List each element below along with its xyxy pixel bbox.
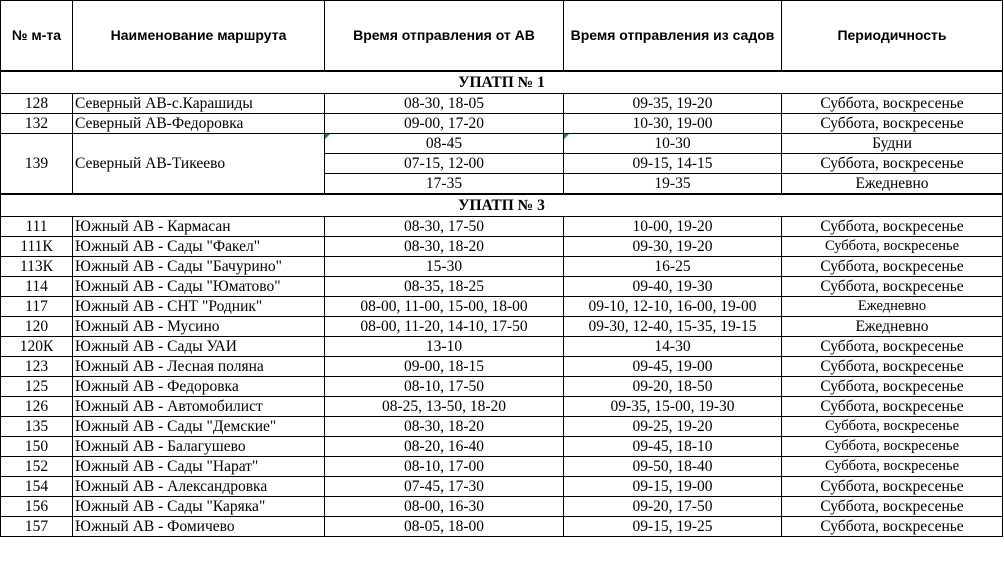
periodicity: Суббота, воскресенье xyxy=(782,257,1003,277)
departure-from-av: 08-00, 16-30 xyxy=(325,497,564,517)
departure-from-av: 08-10, 17-50 xyxy=(325,377,564,397)
departure-from-gardens: 16-25 xyxy=(564,257,782,277)
departure-from-gardens: 09-30, 12-40, 15-35, 19-15 xyxy=(564,317,782,337)
route-number: 152 xyxy=(1,457,73,477)
route-name: Южный АВ - Сады "Факел" xyxy=(73,237,325,257)
header-departure-from-av: Время отправления от АВ xyxy=(325,1,564,71)
departure-from-gardens: 09-15, 19-00 xyxy=(564,477,782,497)
route-number: 120К xyxy=(1,337,73,357)
periodicity: Ежедневно xyxy=(782,297,1003,317)
departure-from-gardens: 10-30, 19-00 xyxy=(564,114,782,134)
section-row xyxy=(1,71,1003,94)
route-name: Южный АВ - Сады "Юматово" xyxy=(73,277,325,297)
table-row xyxy=(1,114,1003,134)
departure-from-gardens: 09-15, 14-15 xyxy=(564,154,782,174)
departure-from-av: 15-30 xyxy=(325,257,564,277)
periodicity: Суббота, воскресенье xyxy=(782,94,1003,114)
table-row xyxy=(1,317,1003,337)
departure-from-av: 08-25, 13-50, 18-20 xyxy=(325,397,564,417)
departure-from-av: 08-30, 18-05 xyxy=(325,94,564,114)
departure-from-av: 08-05, 18-00 xyxy=(325,517,564,537)
table-row xyxy=(1,377,1003,397)
departure-from-av: 08-30, 18-20 xyxy=(325,417,564,437)
route-name: Южный АВ - Автомобилист xyxy=(73,397,325,417)
periodicity: Суббота, воскресенье xyxy=(782,417,1003,437)
route-name: Южный АВ - Александровка xyxy=(73,477,325,497)
route-number: 113К xyxy=(1,257,73,277)
header-route-name: Наименование маршрута xyxy=(73,1,325,71)
periodicity: Суббота, воскресенье xyxy=(782,114,1003,134)
departure-from-gardens: 09-45, 19-00 xyxy=(564,357,782,377)
route-name: Северный АВ-Федоровка xyxy=(73,114,325,134)
header-row xyxy=(1,1,1003,71)
route-name: Южный АВ - Сады "Каряка" xyxy=(73,497,325,517)
periodicity: Суббота, воскресенье xyxy=(782,217,1003,237)
departure-from-av: 13-10 xyxy=(325,337,564,357)
departure-from-gardens: 09-50, 18-40 xyxy=(564,457,782,477)
departure-from-av: 09-00, 17-20 xyxy=(325,114,564,134)
route-number: 154 xyxy=(1,477,73,497)
table-row xyxy=(1,134,1003,154)
route-name: Южный АВ - Федоровка xyxy=(73,377,325,397)
departure-from-gardens: 09-15, 19-25 xyxy=(564,517,782,537)
periodicity: Суббота, воскресенье xyxy=(782,437,1003,457)
departure-from-gardens: 09-30, 19-20 xyxy=(564,237,782,257)
table-row xyxy=(1,457,1003,477)
departure-from-av: 08-00, 11-20, 14-10, 17-50 xyxy=(325,317,564,337)
departure-from-av: 17-35 xyxy=(325,174,564,194)
periodicity: Суббота, воскресенье xyxy=(782,477,1003,497)
header-periodicity: Периодичность xyxy=(782,1,1003,71)
departure-from-gardens: 19-35 xyxy=(564,174,782,194)
table-row xyxy=(1,237,1003,257)
route-number: 114 xyxy=(1,277,73,297)
periodicity: Суббота, воскресенье xyxy=(782,517,1003,537)
periodicity: Суббота, воскресенье xyxy=(782,457,1003,477)
table-row xyxy=(1,257,1003,277)
route-number: 135 xyxy=(1,417,73,437)
route-name: Северный АВ-с.Карашиды xyxy=(73,94,325,114)
table-row xyxy=(1,437,1003,457)
table-row xyxy=(1,94,1003,114)
route-number: 156 xyxy=(1,497,73,517)
route-number: 128 xyxy=(1,94,73,114)
departure-from-gardens: 09-20, 18-50 xyxy=(564,377,782,397)
periodicity: Суббота, воскресенье xyxy=(782,497,1003,517)
route-number: 126 xyxy=(1,397,73,417)
route-name: Южный АВ - Сады "Нарат" xyxy=(73,457,325,477)
departure-from-gardens: 09-35, 19-20 xyxy=(564,94,782,114)
table-row xyxy=(1,517,1003,537)
route-number: 111 xyxy=(1,217,73,237)
table-row xyxy=(1,297,1003,317)
route-number: 120 xyxy=(1,317,73,337)
table-row xyxy=(1,217,1003,237)
departure-from-av: 07-45, 17-30 xyxy=(325,477,564,497)
departure-from-av: 09-00, 18-15 xyxy=(325,357,564,377)
periodicity: Суббота, воскресенье xyxy=(782,237,1003,257)
route-name: Южный АВ - Сады "Демские" xyxy=(73,417,325,437)
departure-from-gardens: 09-25, 19-20 xyxy=(564,417,782,437)
table-row xyxy=(1,277,1003,297)
periodicity: Ежедневно xyxy=(782,317,1003,337)
route-name: Южный АВ - Кармасан xyxy=(73,217,325,237)
route-name: Южный АВ - Лесная поляна xyxy=(73,357,325,377)
route-number: 125 xyxy=(1,377,73,397)
table-row xyxy=(1,397,1003,417)
header-route-number: № м-та xyxy=(1,1,73,71)
route-number: 139 xyxy=(1,134,73,194)
route-name: Северный АВ-Тикеево xyxy=(73,134,325,194)
periodicity: Ежедневно xyxy=(782,174,1003,194)
periodicity: Суббота, воскресенье xyxy=(782,357,1003,377)
departure-from-gardens: 09-45, 18-10 xyxy=(564,437,782,457)
departure-from-av: 08-35, 18-25 xyxy=(325,277,564,297)
section-title-upatp-1: УПАТП № 1 xyxy=(1,71,1003,94)
departure-from-av: 08-20, 16-40 xyxy=(325,437,564,457)
route-number: 150 xyxy=(1,437,73,457)
route-number: 132 xyxy=(1,114,73,134)
departure-from-av: 08-30, 18-20 xyxy=(325,237,564,257)
table-row xyxy=(1,497,1003,517)
departure-from-gardens: 14-30 xyxy=(564,337,782,357)
departure-from-av: 07-15, 12-00 xyxy=(325,154,564,174)
departure-from-gardens: 10-30 xyxy=(564,134,782,154)
header-departure-from-gardens: Время отправления из садов xyxy=(564,1,782,71)
table-row xyxy=(1,337,1003,357)
departure-from-gardens: 09-10, 12-10, 16-00, 19-00 xyxy=(564,297,782,317)
section-row xyxy=(1,194,1003,217)
periodicity: Суббота, воскресенье xyxy=(782,377,1003,397)
table-row xyxy=(1,477,1003,497)
route-name: Южный АВ - Балагушево xyxy=(73,437,325,457)
periodicity: Суббота, воскресенье xyxy=(782,277,1003,297)
route-number: 157 xyxy=(1,517,73,537)
departure-from-av: 08-00, 11-00, 15-00, 18-00 xyxy=(325,297,564,317)
section-title-upatp-3: УПАТП № 3 xyxy=(1,194,1003,217)
departure-from-gardens: 09-40, 19-30 xyxy=(564,277,782,297)
departure-from-av: 08-45 xyxy=(325,134,564,154)
departure-from-av: 08-30, 17-50 xyxy=(325,217,564,237)
departure-from-gardens: 09-35, 15-00, 19-30 xyxy=(564,397,782,417)
periodicity: Суббота, воскресенье xyxy=(782,154,1003,174)
route-number: 111К xyxy=(1,237,73,257)
periodicity: Будни xyxy=(782,134,1003,154)
route-number: 117 xyxy=(1,297,73,317)
route-name: Южный АВ - Фомичево xyxy=(73,517,325,537)
route-name: Южный АВ - СНТ "Родник" xyxy=(73,297,325,317)
route-name: Южный АВ - Мусино xyxy=(73,317,325,337)
route-number: 123 xyxy=(1,357,73,377)
route-name: Южный АВ - Сады "Бачурино" xyxy=(73,257,325,277)
departure-from-gardens: 09-20, 17-50 xyxy=(564,497,782,517)
departure-from-gardens: 10-00, 19-20 xyxy=(564,217,782,237)
table-row xyxy=(1,417,1003,437)
periodicity: Суббота, воскресенье xyxy=(782,397,1003,417)
route-name: Южный АВ - Сады УАИ xyxy=(73,337,325,357)
periodicity: Суббота, воскресенье xyxy=(782,337,1003,357)
table-row xyxy=(1,357,1003,377)
departure-from-av: 08-10, 17-00 xyxy=(325,457,564,477)
